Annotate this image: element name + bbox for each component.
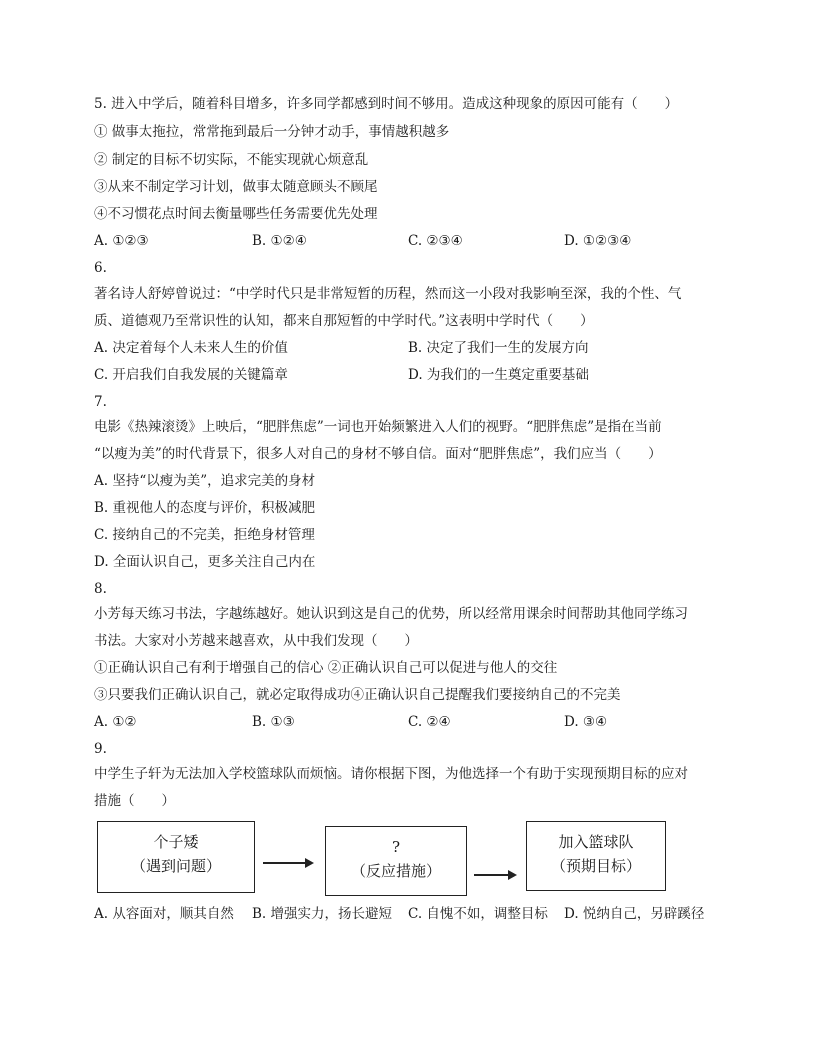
q5-item-1: ① 做事太拖拉，常常拖到最后一分钟才动手，事情越积越多 — [94, 124, 450, 140]
q8-stem-line2: 书法。大家对小芳越来越喜欢，从中我们发现（ ） — [94, 633, 418, 649]
diagram-box-response — [325, 826, 467, 896]
q9-option-d: D. 悦纳自己，另辟蹊径 — [564, 906, 705, 922]
q5-option-b: B. ①②④ — [252, 233, 307, 249]
q7-option-b: B. 重视他人的态度与评价，积极减肥 — [94, 500, 316, 516]
q7-stem-line2: “以瘦为美”的时代背景下，很多人对自己的身材不够自信。面对“肥胖焦虑”，我们应当（ ） — [94, 446, 662, 462]
q6-option-a: A. 决定着每个人未来人生的价值 — [94, 340, 288, 356]
q8-option-b: B. ①③ — [252, 714, 295, 730]
box-goal-line1: 加入篮球队 — [558, 833, 634, 851]
q5-item-2: ② 制定的目标不切实际，不能实现就心烦意乱 — [94, 152, 369, 168]
q5-stem: 5. 进入中学后，随着科目增多，许多同学都感到时间不够用。造成这种现象的原因可能有（ ） — [94, 96, 679, 112]
q8-number: 8. — [94, 581, 107, 597]
q8-option-c: C. ②④ — [408, 714, 451, 730]
q8-item-line1: ①正确认识自己有利于增强自己的信心 ②正确认识自己可以促进与他人的交往 — [94, 660, 558, 676]
q5-item-4: ④不习惯花点时间去衡量哪些任务需要优先处理 — [94, 206, 378, 222]
diagram-box-goal — [526, 821, 666, 891]
q5-option-c: C. ②③④ — [408, 233, 463, 249]
box-problem-line2: （遇到问题） — [130, 857, 221, 875]
q5-option-a: A. ①②③ — [94, 233, 149, 249]
q9-number: 9. — [94, 741, 107, 757]
q7-stem-line1: 电影《热辣滚烫》上映后，“肥胖焦虑”一词也开始频繁进入人们的视野。“肥胖焦虑”是指在当前 — [94, 419, 662, 435]
arrow-2-head — [508, 870, 517, 880]
box-problem-line1: 个子矮 — [153, 833, 199, 851]
arrow-1-head — [305, 858, 314, 868]
q8-stem-line1: 小芳每天练习书法，字越练越好。她认识到这是自己的优势，所以经常用课余时间帮助其他同学练习 — [94, 606, 688, 622]
arrow-1-line — [263, 862, 307, 864]
box-goal-line2: （预期目标） — [550, 857, 641, 875]
q9-stem-line1: 中学生子轩为无法加入学校篮球队而烦恼。请你根据下图，为他选择一个有助于实现预期目标的应对 — [94, 766, 688, 782]
q6-stem-line1: 著名诗人舒婷曾说过：“中学时代只是非常短暂的历程，然而这一小段对我影响至深，我的个性、气 — [94, 286, 682, 302]
q6-option-d: D. 为我们的一生奠定重要基础 — [408, 367, 589, 383]
q5-option-d: D. ①②③④ — [564, 233, 632, 249]
q8-option-a: A. ①② — [94, 714, 137, 730]
q9-option-a: A. 从容面对，顺其自然 — [94, 906, 234, 922]
q7-option-d: D. 全面认识自己，更多关注自己内在 — [94, 554, 316, 570]
q6-stem-line2: 质、道德观乃至常识性的认知，都来自那短暂的中学时代。”这表明中学时代（ ） — [94, 313, 594, 329]
q6-number: 6. — [94, 260, 107, 276]
arrow-2-line — [474, 874, 510, 876]
q5-item-3: ③从来不制定学习计划，做事太随意顾头不顾尾 — [94, 179, 378, 195]
diagram-box-problem — [97, 821, 255, 893]
q9-stem-line2: 措施（ ） — [94, 793, 175, 809]
q6-option-c: C. 开启我们自我发展的关键篇章 — [94, 367, 288, 383]
q7-number: 7. — [94, 394, 107, 410]
q8-item-line2: ③只要我们正确认识自己，就必定取得成功④正确认识自己提醒我们要接纳自己的不完美 — [94, 687, 621, 703]
q7-option-a: A. 坚持“以瘦为美”，追求完美的身材 — [94, 473, 316, 489]
box-response-line1: ? — [391, 838, 401, 856]
q6-option-b: B. 决定了我们一生的发展方向 — [408, 340, 589, 356]
q9-option-c: C. 自愧不如，调整目标 — [408, 906, 548, 922]
box-response-line2: （反应措施） — [350, 862, 441, 880]
q7-option-c: C. 接纳自己的不完美，拒绝身材管理 — [94, 527, 315, 543]
q9-option-b: B. 增强实力，扬长避短 — [252, 906, 393, 922]
q8-option-d: D. ③④ — [564, 714, 608, 730]
